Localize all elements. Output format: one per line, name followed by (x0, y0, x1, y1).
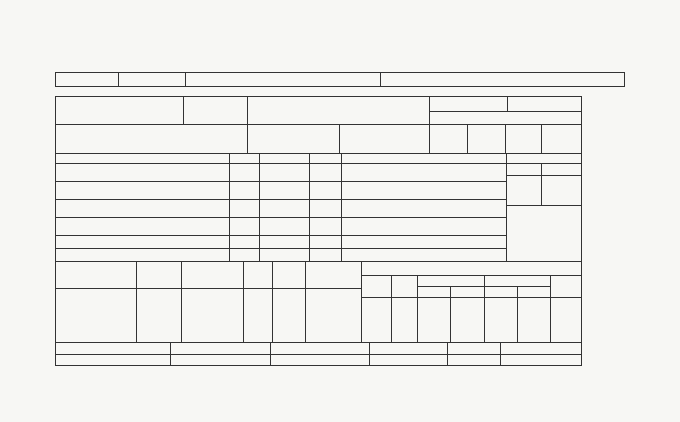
top-edge (28, 0, 628, 50)
causes-category-bar (55, 72, 625, 87)
left-edge (0, 22, 40, 402)
bottom-edge (28, 375, 628, 422)
main-form (55, 96, 582, 366)
right-edge (620, 22, 680, 382)
